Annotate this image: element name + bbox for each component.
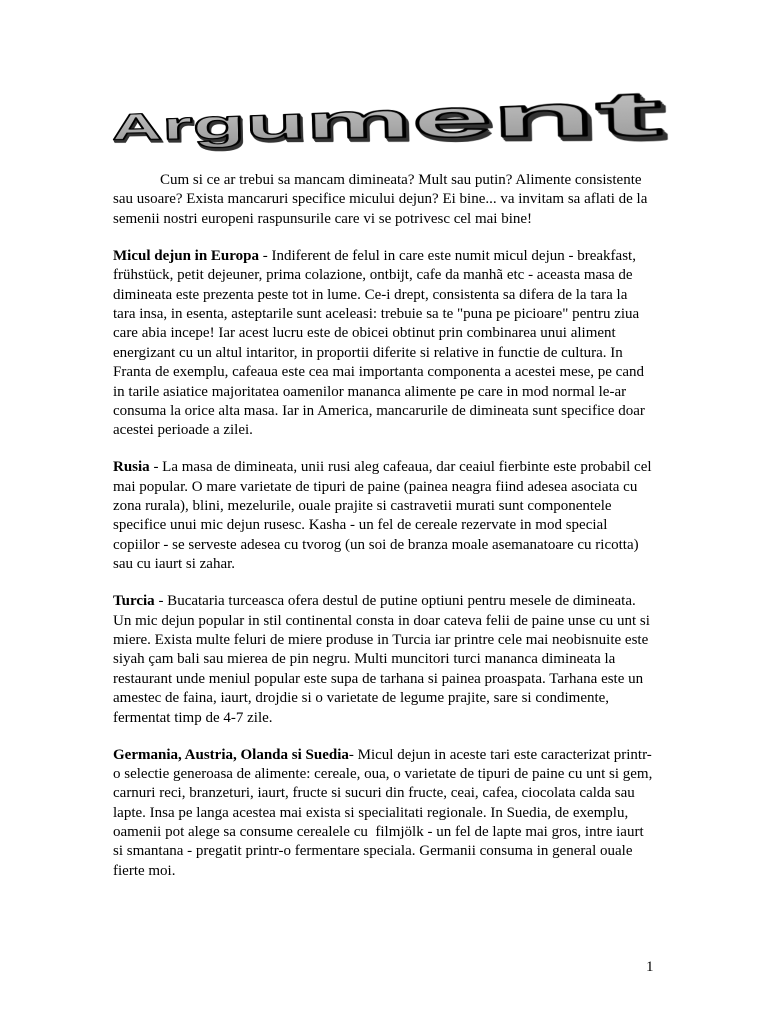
paragraph-line: Cum si ce ar trebui sa mancam dimineata? Mult sau putin? Alimente consistente — [160, 172, 642, 188]
section-europa — [113, 247, 673, 441]
section-heading: Micul dejun in Europa — [113, 247, 260, 264]
section-germania-austria-olanda-suedia — [113, 746, 673, 882]
paragraph-line: zona rurala), blini, mezelurile, ouale prajite si castravetii murati sunt componentele — [113, 498, 612, 515]
paragraph-line: dimineata este prezenta peste tot in lume. Ce-i drept, consistenta sa difera de la tara la — [113, 286, 628, 303]
paragraph-line: consuma la orice alta masa. Iar in America, mancarurile de dimineata sunt specifice doar — [113, 402, 645, 419]
paragraph-line: frühstück, petit dejeuner, prima colazione, ontbijt, cafe da manhã etc - aceasta masa de — [113, 267, 633, 284]
page-number: 1 — [646, 959, 654, 975]
paragraph-line: in tarile asiatice majoritatea oamenilor mananca alimente pe care in mod normal le-ar — [113, 383, 627, 400]
paragraph-line: semenii nostri europeni raspunsurile care vi se potrivesc cel mai bine! — [113, 210, 533, 227]
document-body — [113, 171, 673, 899]
paragraph-line: sau usoare? Exista mancaruri specifice micului dejun? Ei bine... va invitam sa aflati de la — [113, 191, 648, 208]
paragraph-line: oamenii pot alege sa consume cerealele cu filmjölk - un fel de lapte mai gros, intre iaurt — [113, 824, 644, 841]
paragraph-line: siyah çam bali sau mierea de pin negru. Multi muncitori turci mananca dimineata la — [113, 651, 616, 668]
paragraph-text: - La masa de dimineata, unii rusi aleg cafeaua, dar ceaiul fierbinte este probabil cel — [149, 459, 652, 476]
title-wordart-graphic — [109, 70, 672, 154]
paragraph-line: sau cu iaurt si zahar. — [113, 556, 236, 573]
section-heading: Rusia — [113, 459, 150, 476]
paragraph-line: mai popular. O mare varietate de tipuri de paine (painea neagra fiind adesea asociata cu — [113, 478, 638, 495]
section-turcia — [113, 592, 673, 728]
paragraph-line: si smantana - pregatit printr-o fermentare speciala. Germanii consuma in general ouale — [113, 843, 633, 860]
paragraph-line: amestec de faina, iaurt, drojdie si o varietate de legume prajite, sare si condimente, — [113, 690, 610, 707]
paragraph-text: - Micul dejun in aceste tari este caracterizat printr- — [348, 746, 652, 763]
intro-paragraph — [113, 171, 673, 229]
paragraph-line: restaurant unde meniul popular este supa de tarhana si painea proaspata. Tarhana este un — [113, 670, 644, 687]
paragraph-line: tara insa, in esenta, asteptarile sunt aceleasi: trebuie sa te "puna pe picioare" pentru ziua — [113, 305, 640, 322]
paragraph-line: acestei perioade a zilei. — [113, 422, 253, 439]
page-title: Argument — [111, 100, 223, 148]
paragraph-line: miere. Exista multe feluri de miere produse in Turcia iar printre cele mai neobisnuite este — [113, 631, 649, 648]
section-heading: Germania, Austria, Olanda si Suedia — [113, 746, 349, 763]
paragraph-line — [113, 458, 673, 477]
paragraph-line: Un mic dejun popular in stil continental consta in doar cateva felii de paine unse cu unt si — [113, 612, 650, 629]
paragraph-line: fierte moi. — [113, 862, 176, 879]
paragraph-line: o selectie generoasa de alimente: cereale, oua, o varietate de tipuri de paine cu unt si gem, — [113, 765, 653, 782]
paragraph-line: energizant cu un altul intaritor, in proportii diferite si relative in functie de cultura. In — [113, 344, 623, 361]
paragraph-line — [113, 746, 673, 765]
paragraph-line: care abia incepe! Iar acest lucru este de obicei obtinut prin combinarea unui aliment — [113, 325, 616, 342]
paragraph-line: copiilor - se serveste adesea cu tvorog (un soi de branza moale asemanatoare cu ricotta) — [113, 536, 639, 553]
paragraph-line: fermentat timp de 4-7 zile. — [113, 709, 273, 726]
section-heading: Turcia — [113, 593, 155, 610]
title-wordart — [109, 70, 672, 154]
paragraph-text: - Bucataria turceasca ofera destul de putine optiuni pentru mesele de dimineata. — [154, 593, 636, 610]
paragraph-line — [113, 592, 673, 611]
paragraph-line: lapte. Insa pe langa acestea mai exista si specialitati regionale. In Suedia, de exemplu, — [113, 804, 629, 821]
paragraph-text: - Indiferent de felul in care este numit micul dejun - breakfast, — [259, 247, 636, 264]
section-rusia — [113, 458, 673, 574]
paragraph-line: Franta de exemplu, cafeaua este cea mai importanta componenta a acestei mese, pe cand — [113, 364, 644, 381]
paragraph-line — [113, 247, 673, 266]
paragraph-line: specifice unui mic dejun rusesc. Kasha - un fel de cereale rezervate in mod special — [113, 517, 608, 534]
paragraph-line: carnuri reci, branzeturi, iaurt, fructe si sucuri din fructe, ceai, cafea, ciocolata calda sau — [113, 785, 635, 802]
